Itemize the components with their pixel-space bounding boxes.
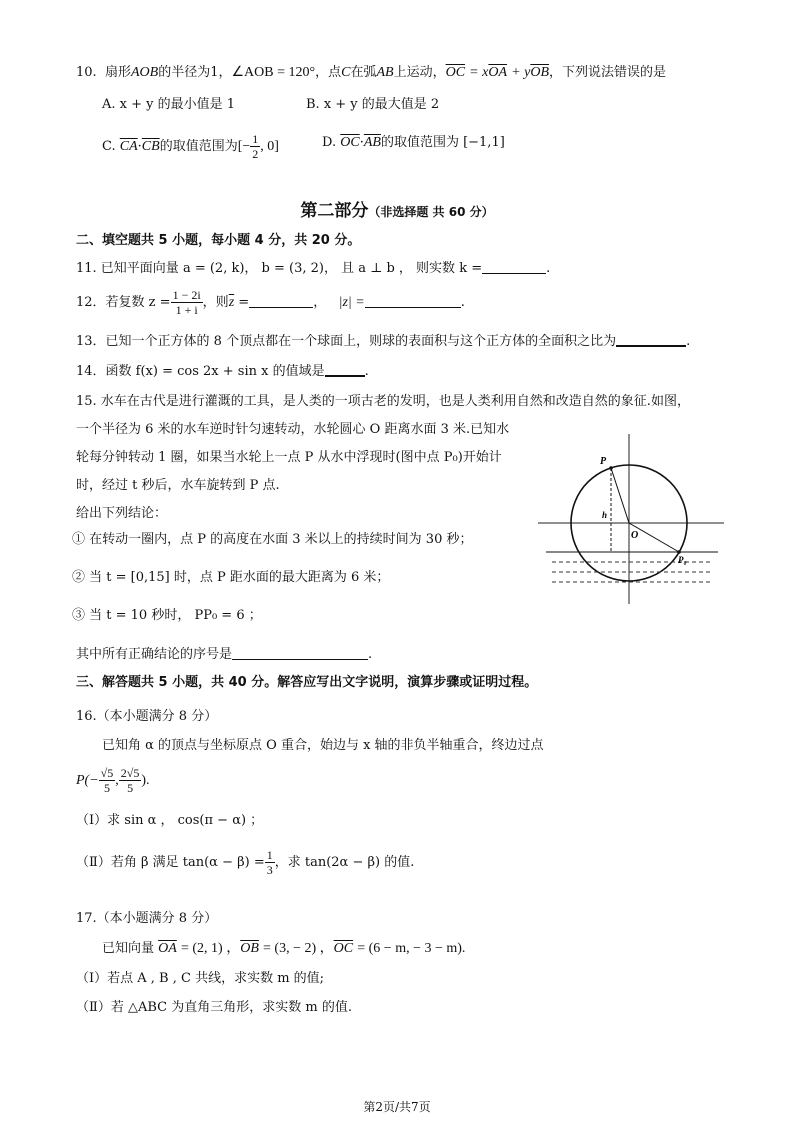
q16-part-i: （Ⅰ）求 sin α ， cos(π − α) ； <box>76 813 264 828</box>
q12-blank-modulus <box>365 294 461 308</box>
point-p <box>609 466 613 470</box>
q16-line1: 已知角 α 的顶点与坐标原点 O 重合，始边与 x 轴的非负半轴重合，终边过点 <box>102 738 544 753</box>
label-h: h <box>602 510 608 520</box>
q15-line2: 一个半径为 6 米的水车逆时针匀速转动，水轮圆心 O 距离水面 3 米.已知水 <box>76 422 510 437</box>
point-p0 <box>677 550 681 554</box>
q15-blank <box>232 646 368 660</box>
water-wheel-figure <box>536 430 726 608</box>
fill-section-header: 二、填空题共 5 小题，每小题 4 分，共 20 分。 <box>76 233 361 248</box>
q11: 11. 已知平面向量 a = (2, k)， b = (3, 2)， 且 a ⊥ b ， 则实数 k = . <box>76 261 551 276</box>
q17-part-ii: （Ⅱ）若 △ABC 为直角三角形，求实数 m 的值. <box>76 1000 352 1015</box>
q14-blank <box>325 362 365 377</box>
q15-answer-line: 其中所有正确结论的序号是 . <box>76 647 373 662</box>
radius-op <box>611 468 629 523</box>
fraction-half: $\frac{1}{2}$ <box>252 132 259 161</box>
label-p: P <box>600 456 607 467</box>
q15-line5: 给出下列结论： <box>76 506 168 521</box>
q17-part-i: （Ⅰ）若点 A , B , C 共线，求实数 m 的值; <box>76 971 325 986</box>
q10-stem: 10. 扇形AOB的半径为1，∠AOB = 120°，点C在弧AB上运动，$\overline{OC} = x\overline{OA} + y\overline{OB}$，下列说法错误的是 <box>76 65 667 80</box>
q12-fraction: $\frac{1 - 2i}{1 + i}$ <box>172 288 201 317</box>
q13-blank <box>616 332 686 347</box>
q16-point: P(− $\frac{√5}{5}$ , $\frac{2√5}{5}$ ). <box>76 766 150 795</box>
q15-conclusion-3: ③ 当 t = 10 秒时， PP₀ = 6 ； <box>72 608 262 623</box>
q17-title: 17.（本小题满分 8 分） <box>76 911 218 926</box>
q10-option-c: C. $\overline{CA}\cdot\overline{CB}$的取值范围为[− $\frac{1}{2}$ , 0] <box>102 132 279 161</box>
q11-blank <box>482 260 546 274</box>
q12: 12．若复数 z = $\frac{1 - 2i}{1 + i}$ ，则$\overline{z}$ = ， |z| = . <box>76 288 465 317</box>
q15-line1: 15. 水车在古代是进行灌溉的工具，是人类的一项古老的发明，也是人类利用自然和改造自然的象征.如图， <box>76 394 690 409</box>
q12-blank-conjugate <box>249 294 313 308</box>
q14: 14．函数 f(x) = cos 2x + sin x 的值域是 . <box>76 364 369 379</box>
q16-title: 16.（本小题满分 8 分） <box>76 709 218 724</box>
q17-line1: 已知向量 $\overline{OA} = (2$, 1) ，$\overline{OB} = (3$, − 2) ，$\overline{OC} = (6 - m$, − 3 − m). <box>102 941 466 956</box>
q15-conclusion-1: ① 在转动一圈内，点 P 的高度在水面 3 米以上的持续时间为 30 秒； <box>72 532 473 547</box>
label-o: O <box>631 530 639 541</box>
solve-section-header: 三、解答题共 5 小题，共 40 分。解答应写出文字说明，演算步骤或证明过程。 <box>76 675 538 690</box>
label-p0: P₀ <box>678 555 687 565</box>
q10-option-b: B. x + y 的最大值是 2 <box>306 97 440 112</box>
q15-conclusion-2: ② 当 t = [0,15] 时，点 P 距水面的最大距离为 6 米； <box>72 570 390 585</box>
q15-line4: 时，经过 t 秒后，水车旋转到 P 点. <box>76 478 280 493</box>
q10-option-d: D. $\overline{OC}\cdot\overline{AB}$的取值范围为 [−1,1] <box>322 135 505 150</box>
q13: 13．已知一个正方体的 8 个顶点都在一个球面上，则球的表面积与这个正方体的全面积之比为 . <box>76 334 691 349</box>
q16-part-ii: （Ⅱ）若角 β 满足 tan(α − β) = $\frac{1}{3}$ ，求 tan(2α − β) 的值. <box>76 848 415 877</box>
q10-option-a: A. x + y 的最小值是 1 <box>102 97 236 112</box>
q15-line3: 轮每分钟转动 1 圈，如果当水轮上一点 P 从水中浮现时(图中点 P₀)开始计 <box>76 450 502 465</box>
part2-title: 第二部分（非选择题 共 60 分） <box>300 201 494 221</box>
page-footer: 第2页/共7页 <box>363 1100 431 1114</box>
